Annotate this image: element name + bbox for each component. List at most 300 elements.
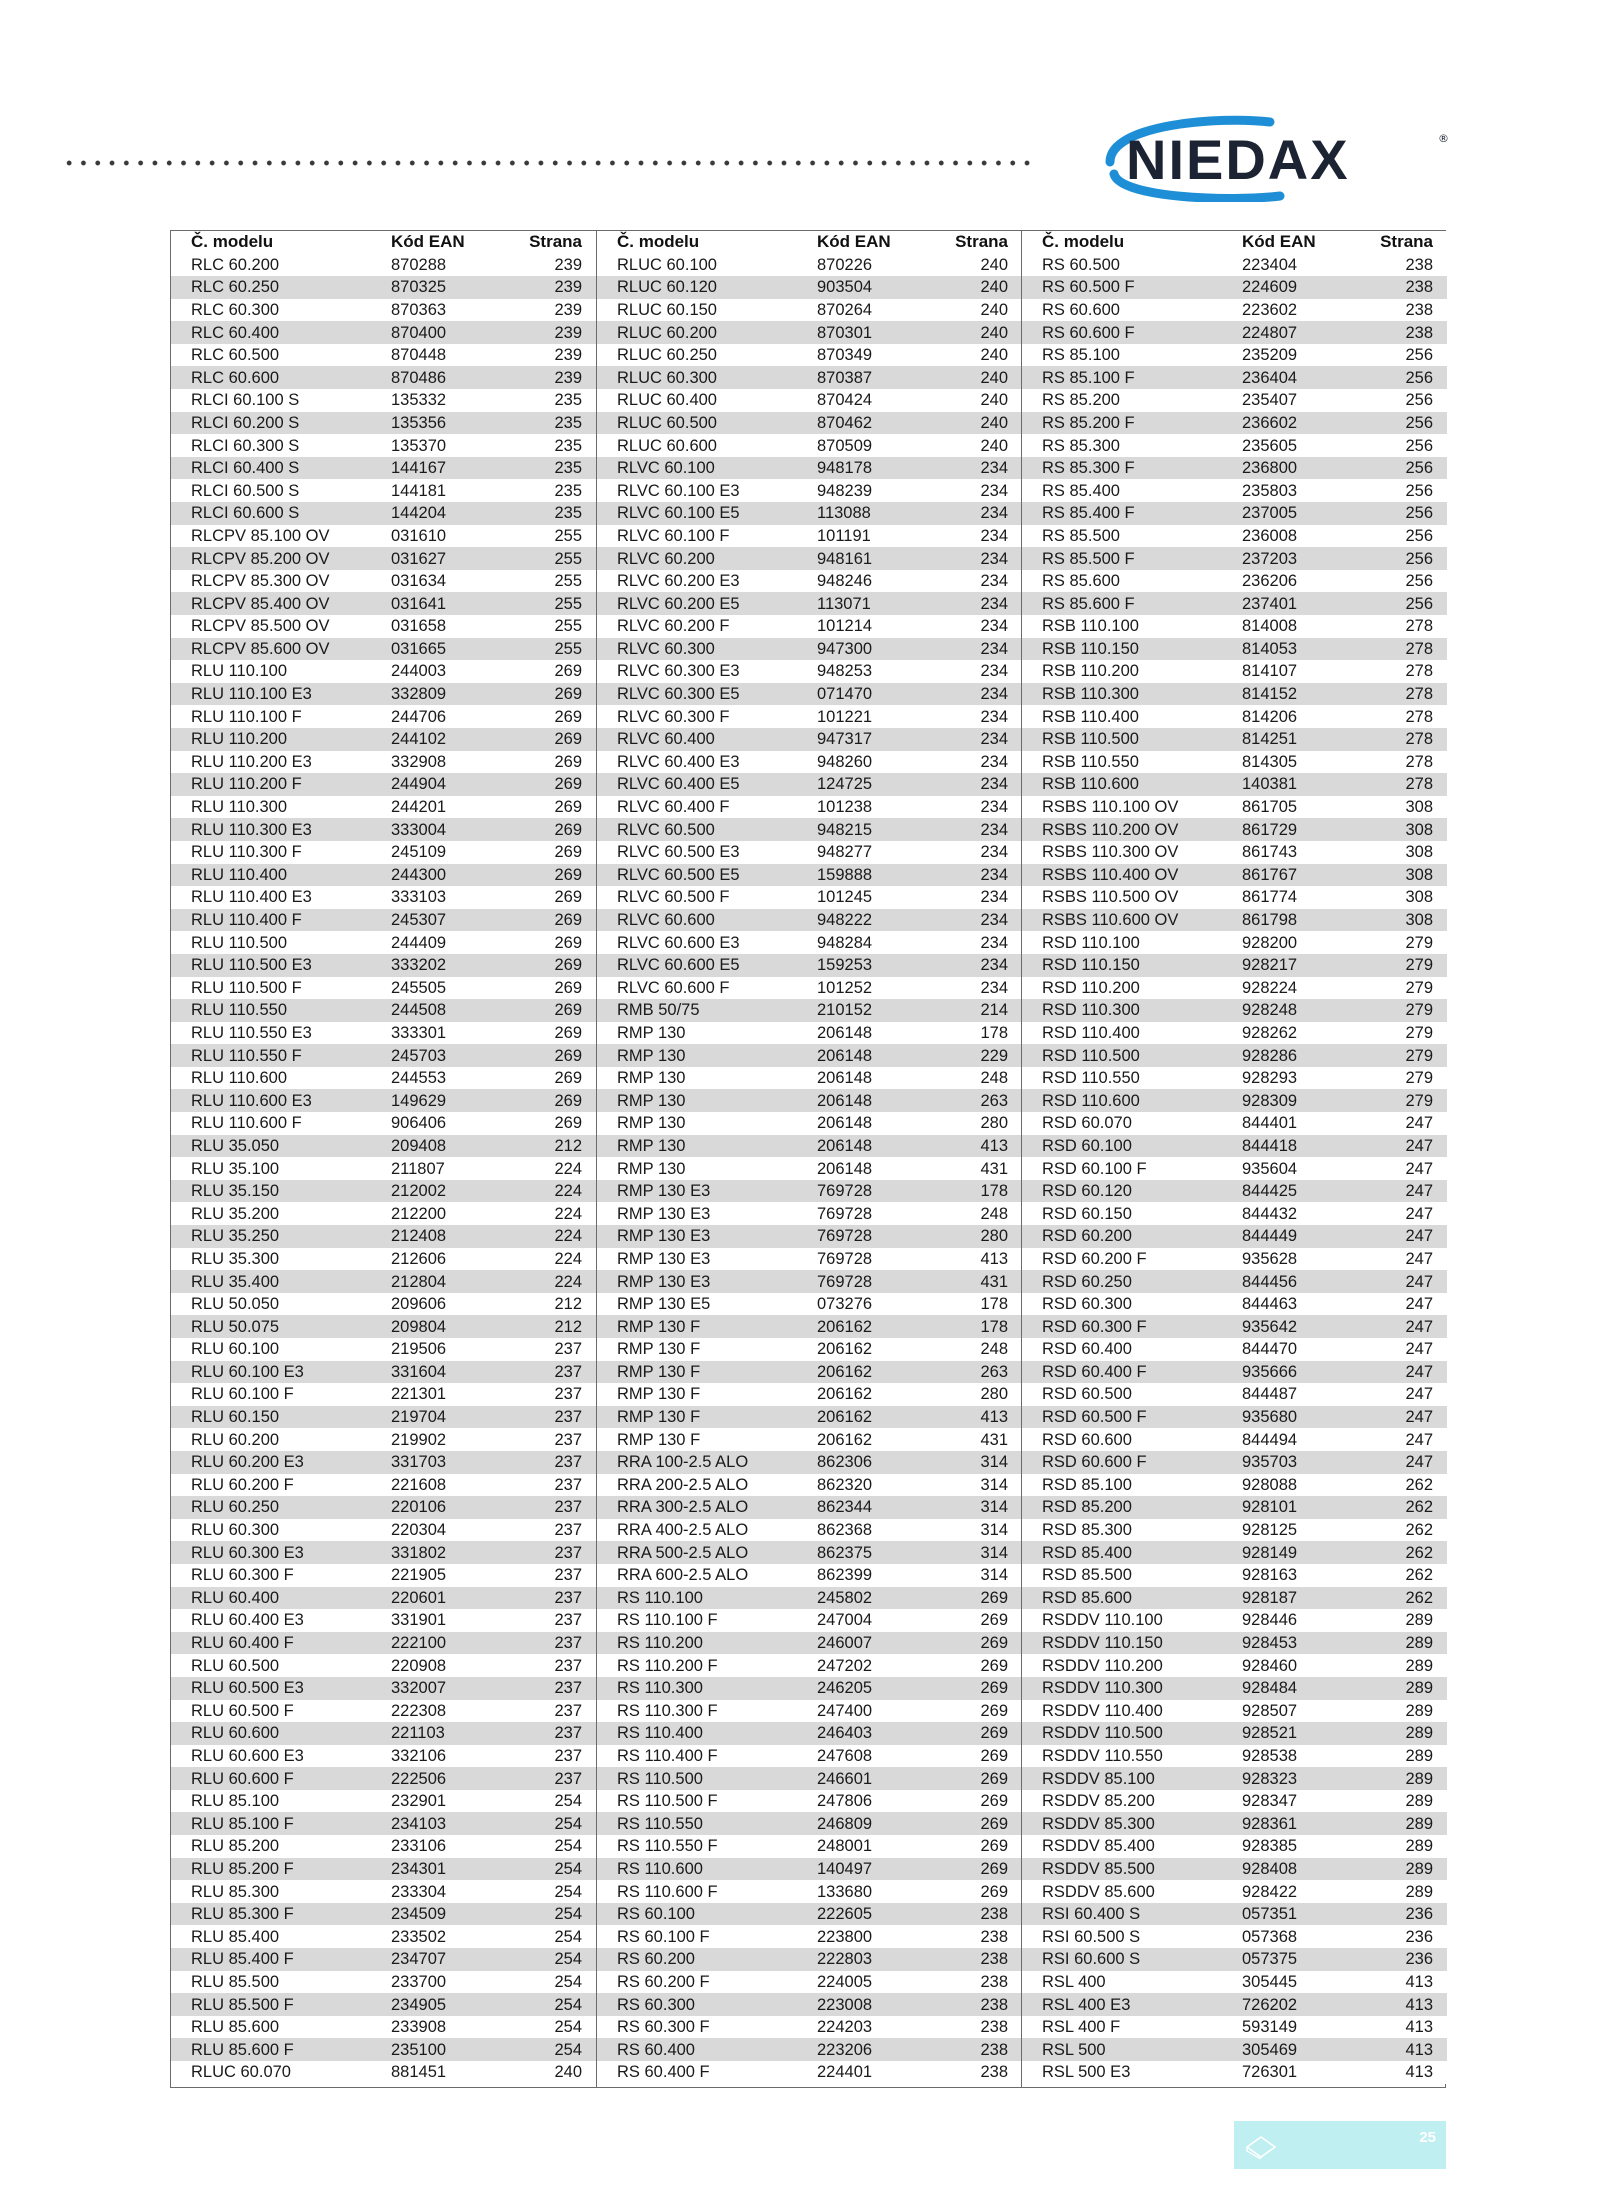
table-row xyxy=(171,999,596,1022)
model-cell: RLU 60.100 xyxy=(191,1340,280,1359)
model-cell: RLCPV 85.600 OV xyxy=(191,639,330,658)
model-cell: RLU 60.100 E3 xyxy=(191,1362,304,1381)
header-model: Č. modelu xyxy=(191,232,274,252)
ean-cell: 206162 xyxy=(817,1385,873,1404)
ean-cell: 113088 xyxy=(817,504,871,523)
table-row xyxy=(171,864,596,887)
page-cell: 431 xyxy=(980,1430,1008,1449)
model-cell: RLU 60.300 E3 xyxy=(191,1543,304,1562)
table-row xyxy=(171,1925,596,1948)
ean-cell: 935604 xyxy=(1242,1159,1298,1178)
table-row xyxy=(597,1519,1022,1542)
table-row xyxy=(597,1880,1022,1903)
table-row xyxy=(597,1474,1022,1497)
page-cell: 279 xyxy=(1405,933,1433,952)
page-cell: 269 xyxy=(554,752,582,771)
page-cell: 224 xyxy=(554,1182,582,1201)
page-cell: 212 xyxy=(554,1295,582,1314)
page-cell: 237 xyxy=(554,1611,582,1630)
page-cell: 237 xyxy=(554,1475,582,1494)
page-cell: 269 xyxy=(980,1746,1008,1765)
page-cell: 224 xyxy=(554,1272,582,1291)
ean-cell: 870448 xyxy=(391,346,447,365)
ean-cell: 124725 xyxy=(817,775,873,794)
model-cell: RLU 85.300 xyxy=(191,1882,280,1901)
table-row xyxy=(597,1270,1022,1293)
table-row xyxy=(171,299,596,322)
model-cell: RMP 130 xyxy=(617,1046,686,1065)
table-row xyxy=(597,1496,1022,1519)
ean-cell: 331802 xyxy=(391,1543,447,1562)
ean-cell: 769728 xyxy=(817,1204,873,1223)
page-cell: 240 xyxy=(980,255,1008,274)
model-cell: RLU 60.150 xyxy=(191,1408,280,1427)
page-cell: 269 xyxy=(554,911,582,930)
table-row xyxy=(597,1587,1022,1610)
model-cell: RLU 85.500 xyxy=(191,1972,280,1991)
page-cell: 269 xyxy=(980,1656,1008,1675)
page-cell: 237 xyxy=(554,1408,582,1427)
ean-cell: 248001 xyxy=(817,1837,873,1856)
ean-cell: 928200 xyxy=(1242,933,1298,952)
model-cell: RRA 200-2.5 ALO xyxy=(617,1475,749,1494)
page-cell: 431 xyxy=(980,1272,1008,1291)
ean-cell: 928163 xyxy=(1242,1566,1298,1585)
table-row xyxy=(597,502,1022,525)
table-row xyxy=(171,1112,596,1135)
page-cell: 413 xyxy=(1405,2063,1433,2082)
ean-cell: 948215 xyxy=(817,820,873,839)
model-cell: RLVC 60.400 xyxy=(617,730,715,749)
page-cell: 289 xyxy=(1405,1859,1433,1878)
ean-cell: 220601 xyxy=(391,1588,447,1607)
table-row xyxy=(171,638,596,661)
ean-cell: 031658 xyxy=(391,617,447,636)
page-cell: 256 xyxy=(1405,346,1433,365)
model-cell: RLUC 60.250 xyxy=(617,346,717,365)
table-row xyxy=(171,1022,596,1045)
page-cell: 256 xyxy=(1405,459,1433,478)
ean-cell: 221905 xyxy=(391,1566,447,1585)
ean-cell: 928248 xyxy=(1242,1001,1298,1020)
page-cell: 308 xyxy=(1405,865,1433,884)
page-cell: 269 xyxy=(554,1023,582,1042)
ean-cell: 844425 xyxy=(1242,1182,1298,1201)
ean-cell: 870387 xyxy=(817,368,873,387)
ean-cell: 928286 xyxy=(1242,1046,1298,1065)
ean-cell: 948161 xyxy=(817,549,873,568)
model-cell: RSB 110.300 xyxy=(1042,685,1139,704)
ean-cell: 903504 xyxy=(817,278,873,297)
ean-cell: 206162 xyxy=(817,1430,873,1449)
model-cell: RSDDV 110.200 xyxy=(1042,1656,1163,1675)
page-cell: 314 xyxy=(980,1498,1008,1517)
page-cell: 178 xyxy=(980,1317,1008,1336)
table-row xyxy=(1022,1609,1447,1632)
model-cell: RMP 130 F xyxy=(617,1340,701,1359)
model-cell: RSB 110.600 xyxy=(1042,775,1139,794)
table-row xyxy=(1022,412,1447,435)
page-cell: 224 xyxy=(554,1227,582,1246)
page-cell: 234 xyxy=(980,911,1008,930)
table-row xyxy=(171,1835,596,1858)
ean-cell: 769728 xyxy=(817,1182,873,1201)
page-cell: 413 xyxy=(1405,2040,1433,2059)
model-cell: RLCPV 85.300 OV xyxy=(191,572,330,591)
table-row xyxy=(597,1541,1022,1564)
page-cell: 254 xyxy=(554,2040,582,2059)
model-cell: RMB 50/75 xyxy=(617,1001,700,1020)
page-cell: 289 xyxy=(1405,1746,1433,1765)
ean-cell: 726301 xyxy=(1242,2063,1298,2082)
ean-cell: 219506 xyxy=(391,1340,447,1359)
table-row xyxy=(171,1519,596,1542)
ean-cell: 236008 xyxy=(1242,526,1298,545)
ean-cell: 236800 xyxy=(1242,459,1298,478)
table-row xyxy=(597,1745,1022,1768)
table-row xyxy=(597,1135,1022,1158)
table-row xyxy=(597,321,1022,344)
table-row xyxy=(171,1903,596,1926)
header-page: Strana xyxy=(1380,232,1433,252)
ean-cell: 246205 xyxy=(817,1679,873,1698)
table-row xyxy=(1022,1835,1447,1858)
ean-cell: 245703 xyxy=(391,1046,447,1065)
table-row xyxy=(171,1225,596,1248)
model-cell: RLCI 60.100 S xyxy=(191,391,300,410)
ean-cell: 928293 xyxy=(1242,1069,1298,1088)
ean-cell: 057368 xyxy=(1242,1927,1298,1946)
table-row xyxy=(597,1903,1022,1926)
model-cell: RSD 60.300 F xyxy=(1042,1317,1147,1336)
model-cell: RS 85.600 xyxy=(1042,572,1120,591)
table-row xyxy=(597,366,1022,389)
page-cell: 254 xyxy=(554,1882,582,1901)
table-row xyxy=(1022,796,1447,819)
ean-cell: 333202 xyxy=(391,956,447,975)
page-cell: 289 xyxy=(1405,1814,1433,1833)
ean-cell: 237005 xyxy=(1242,504,1298,523)
page-cell: 254 xyxy=(554,1927,582,1946)
page-cell: 237 xyxy=(554,1362,582,1381)
registered-mark: ® xyxy=(1438,132,1449,145)
table-row xyxy=(1022,1361,1447,1384)
table-row xyxy=(597,818,1022,841)
page-cell: 308 xyxy=(1405,843,1433,862)
ean-cell: 222506 xyxy=(391,1769,447,1788)
table-row xyxy=(171,479,596,502)
model-cell: RS 110.100 xyxy=(617,1588,703,1607)
page-cell: 413 xyxy=(1405,2018,1433,2037)
table-row xyxy=(597,999,1022,1022)
table-row xyxy=(1022,751,1447,774)
model-cell: RLUC 60.600 xyxy=(617,436,717,455)
page-cell: 247 xyxy=(1405,1317,1433,1336)
model-cell: RLU 85.100 xyxy=(191,1792,280,1811)
page-cell: 269 xyxy=(554,1114,582,1133)
model-cell: RLU 60.100 F xyxy=(191,1385,294,1404)
ean-cell: 221301 xyxy=(391,1385,447,1404)
page-cell: 269 xyxy=(980,1634,1008,1653)
ean-cell: 948178 xyxy=(817,459,873,478)
ean-cell: 222803 xyxy=(817,1950,873,1969)
model-cell: RS 60.300 F xyxy=(617,2018,710,2037)
model-cell: RS 110.300 xyxy=(617,1679,703,1698)
table-row xyxy=(597,1790,1022,1813)
ean-cell: 246403 xyxy=(817,1724,873,1743)
table-row xyxy=(597,1722,1022,1745)
model-cell: RS 60.100 F xyxy=(617,1927,710,1946)
table-row xyxy=(171,841,596,864)
table-row xyxy=(1022,1632,1447,1655)
ean-cell: 928453 xyxy=(1242,1634,1298,1653)
table-row xyxy=(597,457,1022,480)
ean-cell: 235407 xyxy=(1242,391,1298,410)
table-row xyxy=(1022,1745,1447,1768)
table-row xyxy=(171,1541,596,1564)
ean-cell: 135370 xyxy=(391,436,447,455)
page-cell: 239 xyxy=(554,300,582,319)
model-cell: RRA 100-2.5 ALO xyxy=(617,1453,749,1472)
ean-cell: 244508 xyxy=(391,1001,447,1020)
page-cell: 237 xyxy=(554,1430,582,1449)
page-cell: 240 xyxy=(980,323,1008,342)
model-cell: RSB 110.150 xyxy=(1042,639,1139,658)
table-row xyxy=(597,1022,1022,1045)
model-cell: RLU 85.200 F xyxy=(191,1859,294,1878)
ean-cell: 814152 xyxy=(1242,685,1298,704)
page-cell: 234 xyxy=(980,662,1008,681)
ean-cell: 245505 xyxy=(391,978,447,997)
table-row xyxy=(597,751,1022,774)
ean-cell: 206148 xyxy=(817,1114,873,1133)
ean-cell: 212200 xyxy=(391,1204,447,1223)
ean-cell: 236206 xyxy=(1242,572,1298,591)
ean-cell: 928422 xyxy=(1242,1882,1298,1901)
table-row xyxy=(1022,1202,1447,1225)
page-cell: 413 xyxy=(1405,1972,1433,1991)
table-row xyxy=(171,1383,596,1406)
table-row xyxy=(1022,344,1447,367)
ean-cell: 224401 xyxy=(817,2063,873,2082)
table-row xyxy=(597,931,1022,954)
page-cell: 234 xyxy=(980,865,1008,884)
page-cell: 269 xyxy=(980,1588,1008,1607)
table-row xyxy=(597,1700,1022,1723)
model-cell: RLU 50.075 xyxy=(191,1317,280,1336)
page-cell: 240 xyxy=(980,391,1008,410)
table-row xyxy=(597,1767,1022,1790)
model-cell: RLU 110.200 xyxy=(191,730,288,749)
table-row xyxy=(1022,1338,1447,1361)
ean-cell: 814206 xyxy=(1242,707,1298,726)
ean-cell: 246809 xyxy=(817,1814,873,1833)
model-cell: RLCI 60.500 S xyxy=(191,481,300,500)
model-cell: RLU 110.600 xyxy=(191,1069,288,1088)
ean-cell: 206148 xyxy=(817,1136,873,1155)
table-row xyxy=(597,434,1022,457)
ean-cell: 870462 xyxy=(817,413,873,432)
ean-cell: 928149 xyxy=(1242,1543,1298,1562)
page-cell: 269 xyxy=(980,1792,1008,1811)
table-row xyxy=(171,1474,596,1497)
ean-cell: 247806 xyxy=(817,1792,873,1811)
model-cell: RLU 85.400 F xyxy=(191,1950,294,1969)
model-cell: RSDDV 85.300 xyxy=(1042,1814,1155,1833)
page-cell: 235 xyxy=(554,391,582,410)
header-ean: Kód EAN xyxy=(1242,232,1316,252)
model-cell: RSD 85.600 xyxy=(1042,1588,1132,1607)
page-cell: 247 xyxy=(1405,1272,1433,1291)
ean-cell: 814251 xyxy=(1242,730,1298,749)
model-cell: RSD 60.500 xyxy=(1042,1385,1132,1404)
page-cell: 256 xyxy=(1405,594,1433,613)
model-cell: RSD 85.400 xyxy=(1042,1543,1132,1562)
model-cell: RLU 110.100 F xyxy=(191,707,302,726)
page-cell: 240 xyxy=(980,436,1008,455)
ean-cell: 144167 xyxy=(391,459,447,478)
model-cell: RLC 60.250 xyxy=(191,278,280,297)
page-cell: 269 xyxy=(980,1611,1008,1630)
ean-cell: 057351 xyxy=(1242,1905,1298,1924)
page-cell: 235 xyxy=(554,504,582,523)
table-row xyxy=(1022,254,1447,277)
model-cell: RLVC 60.100 E5 xyxy=(617,504,740,523)
model-cell: RMP 130 E3 xyxy=(617,1249,711,1268)
table-row xyxy=(1022,615,1447,638)
page-cell: 238 xyxy=(1405,278,1433,297)
model-cell: RLCPV 85.400 OV xyxy=(191,594,330,613)
table-row xyxy=(597,1948,1022,1971)
table-row xyxy=(171,389,596,412)
model-cell: RLVC 60.600 E3 xyxy=(617,933,740,952)
table-row xyxy=(171,751,596,774)
page-cell: 413 xyxy=(1405,1995,1433,2014)
ean-cell: 935680 xyxy=(1242,1408,1298,1427)
ean-cell: 234509 xyxy=(391,1905,447,1924)
model-cell: RS 110.550 F xyxy=(617,1837,718,1856)
page-cell: 254 xyxy=(554,2018,582,2037)
ean-cell: 861743 xyxy=(1242,843,1298,862)
model-cell: RLVC 60.500 E3 xyxy=(617,843,740,862)
ean-cell: 246007 xyxy=(817,1634,873,1653)
page-cell: 234 xyxy=(980,820,1008,839)
page-cell: 256 xyxy=(1405,368,1433,387)
model-cell: RS 110.550 xyxy=(617,1814,703,1833)
page-cell: 269 xyxy=(554,798,582,817)
table-row xyxy=(597,1654,1022,1677)
model-cell: RS 85.200 F xyxy=(1042,413,1135,432)
model-cell: RSD 60.200 xyxy=(1042,1227,1132,1246)
table-row xyxy=(597,1293,1022,1316)
ean-cell: 221608 xyxy=(391,1475,447,1494)
table-row xyxy=(171,1293,596,1316)
model-cell: RSDDV 110.400 xyxy=(1042,1701,1163,1720)
page-cell: 289 xyxy=(1405,1724,1433,1743)
page-cell: 212 xyxy=(554,1136,582,1155)
page-cell: 280 xyxy=(980,1227,1008,1246)
ean-cell: 247608 xyxy=(817,1746,873,1765)
table-row xyxy=(1022,1428,1447,1451)
table-column-1 xyxy=(171,231,596,2087)
table-row xyxy=(1022,1654,1447,1677)
table-row xyxy=(597,1112,1022,1135)
ean-cell: 935703 xyxy=(1242,1453,1298,1472)
table-row xyxy=(597,1315,1022,1338)
page-cell: 236 xyxy=(1405,1927,1433,1946)
model-cell: RLVC 60.400 E5 xyxy=(617,775,740,794)
table-row xyxy=(597,1835,1022,1858)
ean-cell: 209804 xyxy=(391,1317,447,1336)
ean-cell: 212606 xyxy=(391,1249,447,1268)
header-model: Č. modelu xyxy=(1042,232,1125,252)
ean-cell: 209408 xyxy=(391,1136,447,1155)
ean-cell: 870363 xyxy=(391,300,447,319)
ean-cell: 224203 xyxy=(817,2018,873,2037)
page-cell: 234 xyxy=(980,933,1008,952)
page-cell: 237 xyxy=(554,1769,582,1788)
page-cell: 234 xyxy=(980,504,1008,523)
page-cell: 247 xyxy=(1405,1159,1433,1178)
ean-cell: 236404 xyxy=(1242,368,1298,387)
model-cell: RS 85.500 F xyxy=(1042,549,1135,568)
ean-cell: 206162 xyxy=(817,1317,873,1336)
page-cell: 431 xyxy=(980,1159,1008,1178)
page-cell: 240 xyxy=(980,278,1008,297)
page-cell: 255 xyxy=(554,639,582,658)
model-cell: RSDDV 85.200 xyxy=(1042,1792,1155,1811)
page-cell: 237 xyxy=(554,1724,582,1743)
page-cell: 269 xyxy=(554,685,582,704)
ean-cell: 844456 xyxy=(1242,1272,1298,1291)
page-cell: 240 xyxy=(980,368,1008,387)
page-cell: 238 xyxy=(980,2063,1008,2082)
model-cell: RLC 60.200 xyxy=(191,255,280,274)
model-cell: RLVC 60.300 E5 xyxy=(617,685,740,704)
ean-cell: 233106 xyxy=(391,1837,447,1856)
ean-cell: 101214 xyxy=(817,617,873,636)
ean-cell: 870486 xyxy=(391,368,447,387)
table-row xyxy=(171,344,596,367)
model-cell: RSD 85.100 xyxy=(1042,1475,1132,1494)
page-cell: 238 xyxy=(980,1950,1008,1969)
ean-cell: 113071 xyxy=(817,594,871,613)
page-cell: 247 xyxy=(1405,1204,1433,1223)
table-row xyxy=(1022,1406,1447,1429)
ean-cell: 928538 xyxy=(1242,1746,1298,1765)
page-cell: 254 xyxy=(554,1837,582,1856)
table-row xyxy=(171,1632,596,1655)
table-row xyxy=(1022,1903,1447,1926)
ean-cell: 769728 xyxy=(817,1227,873,1246)
page-cell: 234 xyxy=(980,956,1008,975)
page-cell: 256 xyxy=(1405,572,1433,591)
ean-cell: 244102 xyxy=(391,730,447,749)
page-cell: 235 xyxy=(554,481,582,500)
table-row xyxy=(1022,1767,1447,1790)
table-body xyxy=(597,254,1022,2084)
page-cell: 262 xyxy=(1405,1566,1433,1585)
ean-cell: 206148 xyxy=(817,1046,873,1065)
table-row xyxy=(597,1361,1022,1384)
ean-cell: 209606 xyxy=(391,1295,447,1314)
page-cell: 254 xyxy=(554,1905,582,1924)
page-cell: 269 xyxy=(554,978,582,997)
page-cell: 256 xyxy=(1405,481,1433,500)
model-cell: RS 110.100 F xyxy=(617,1611,718,1630)
page-cell: 238 xyxy=(1405,323,1433,342)
page-cell: 254 xyxy=(554,1972,582,1991)
